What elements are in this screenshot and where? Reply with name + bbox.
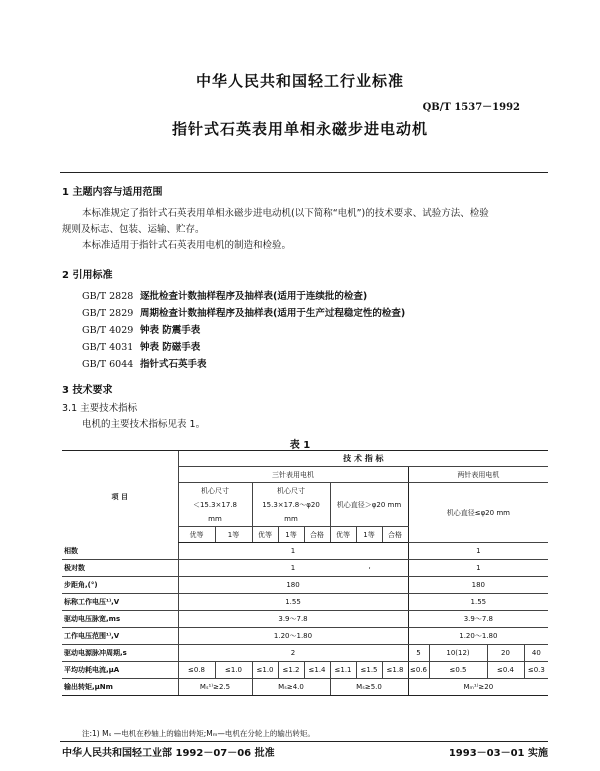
reference-item (82, 305, 405, 319)
section-1-heading: 1 主题内容与适用范围 (62, 187, 163, 198)
two-hand-value: 5 (408, 645, 429, 662)
three-hand-value: 1.55 (178, 594, 408, 611)
reference-item (82, 288, 367, 302)
implementation-date: 1993－03－01 实施 (448, 748, 548, 759)
row-label: 平均功耗电流,μA (62, 662, 178, 679)
reference-code: GB/T 4031 (82, 342, 134, 353)
three-hand-value: 1 (178, 543, 408, 560)
reference-code: GB/T 2828 (82, 291, 134, 302)
table-row (62, 628, 548, 645)
row-label: 驱动电源脉冲周期,s (62, 645, 178, 662)
two-hand-value: 180 (408, 577, 548, 594)
core-size-medium: 机心尺寸 15.3×17.8～φ20 mm (252, 483, 330, 527)
core-size-small: 机心尺寸 ＜15.3×17.8 mm (178, 483, 252, 527)
table-row (62, 662, 548, 679)
grade-cell: 优等 (252, 527, 278, 543)
ministry-title: 中华人民共和国轻工行业标准 (195, 72, 404, 90)
core-diameter-large: 机心直径＞φ20 mm (330, 483, 408, 527)
section-3-1-heading: 3.1 主要技术指标 (62, 403, 138, 414)
reference-item (82, 322, 200, 336)
torque-value: Mₛ≥5.0 (330, 679, 408, 696)
grade-cell: 1等 (215, 527, 252, 543)
table-row (62, 577, 548, 594)
three-hand-value-text: 1 (290, 564, 296, 572)
section-1-para-line-2: 规则及标志、包装、运输、贮存。 (62, 224, 205, 235)
row-label: 步距角,(°) (62, 577, 178, 594)
current-value: ≤1.4 (304, 662, 330, 679)
two-hand-value: 1.55 (408, 594, 548, 611)
table-row (62, 679, 548, 696)
three-hand-value: 3.9～7.8 (178, 611, 408, 628)
table-row (62, 560, 548, 577)
tech-spec-header: 技 术 指 标 (178, 451, 548, 467)
row-label: 工作电压范围¹⁾,V (62, 628, 178, 645)
table-note: 注:1) Mₛ —电机在秒轴上的输出转矩;Mₘ—电机在分轮上的输出转矩。 (82, 729, 315, 738)
torque-value: Mₘ¹⁾≥20 (408, 679, 548, 696)
three-hand-motor-header: 三针表用电机 (178, 467, 408, 483)
section-1-para-2: 本标准适用于指针式石英表用电机的制造和检验。 (82, 240, 292, 251)
reference-code: GB/T 4029 (82, 325, 134, 336)
row-label: 极对数 (62, 560, 178, 577)
table-row (62, 594, 548, 611)
current-value: ≤1.8 (382, 662, 408, 679)
item-header: 项 目 (62, 451, 178, 543)
section-2-heading: 2 引用标准 (62, 270, 113, 281)
two-hand-value: 1.20～1.80 (408, 628, 548, 645)
three-hand-value (178, 560, 408, 577)
grade-cell: 优等 (330, 527, 356, 543)
reference-title: 指针式石英手表 (140, 359, 207, 370)
header-rule (60, 172, 548, 173)
reference-item (82, 339, 200, 353)
three-hand-value: 1.20～1.80 (178, 628, 408, 645)
section-1-para-line-1: 本标准规定了指针式石英表用单相永磁步进电动机(以下简称“电机”)的技术要求、试验方法、检验 (82, 208, 489, 219)
two-hand-value: 3.9～7.8 (408, 611, 548, 628)
grade-cell: 1等 (356, 527, 382, 543)
section-3-heading: 3 技术要求 (62, 385, 113, 396)
three-hand-value: 2 (178, 645, 408, 662)
reference-title: 钟表 防磁手表 (140, 342, 201, 353)
table-caption: 表 1 (289, 440, 311, 451)
torque-value: Mₛ≥4.0 (252, 679, 330, 696)
row-label: 标称工作电压¹⁾,V (62, 594, 178, 611)
current-value: ≤0.4 (487, 662, 524, 679)
reference-item (82, 356, 207, 370)
current-value: ≤0.6 (408, 662, 429, 679)
table-row (62, 543, 548, 560)
grade-cell: 合格 (382, 527, 408, 543)
reference-code: GB/T 2829 (82, 308, 134, 319)
reference-title: 逐批检查计数抽样程序及抽样表(适用于连续批的检查) (140, 291, 368, 302)
stray-mark: , (368, 562, 371, 570)
two-hand-value: 20 (487, 645, 524, 662)
two-hand-value: 1 (408, 560, 548, 577)
grade-cell: 1等 (278, 527, 304, 543)
two-hand-motor-header: 两针表用电机 (408, 467, 548, 483)
row-label: 相数 (62, 543, 178, 560)
current-value: ≤0.3 (524, 662, 548, 679)
current-value: ≤1.5 (356, 662, 382, 679)
document-title: 指针式石英表用单相永磁步进电动机 (171, 120, 428, 138)
current-value: ≤0.8 (178, 662, 215, 679)
approval-date: 中华人民共和国轻工业部 1992－07－06 批准 (62, 748, 275, 759)
grade-cell: 合格 (304, 527, 330, 543)
reference-title: 周期检查计数抽样程序及抽样表(适用于生产过程稳定性的检查) (140, 308, 406, 319)
core-diameter-small: 机心直径≤φ20 mm (408, 483, 548, 543)
two-hand-value: 40 (524, 645, 548, 662)
reference-title: 钟表 防震手表 (140, 325, 201, 336)
two-hand-value: 10(12) (429, 645, 487, 662)
current-value: ≤1.0 (215, 662, 252, 679)
torque-value: Mₛ¹⁾≥2.5 (178, 679, 252, 696)
reference-code: GB/T 6044 (82, 359, 134, 370)
table-row (62, 645, 548, 662)
two-hand-value: 1 (408, 543, 548, 560)
table-row (62, 611, 548, 628)
section-3-1-para: 电机的主要技术指标见表 1。 (82, 419, 206, 430)
current-value: ≤1.2 (278, 662, 304, 679)
three-hand-value: 180 (178, 577, 408, 594)
current-value: ≤1.1 (330, 662, 356, 679)
row-label: 输出转矩,μNm (62, 679, 178, 696)
spec-table (62, 450, 548, 696)
grade-cell: 优等 (178, 527, 215, 543)
current-value: ≤0.5 (429, 662, 487, 679)
standard-number: QB/T 1537－1992 (422, 102, 520, 113)
footer-rule (60, 741, 548, 742)
current-value: ≤1.0 (252, 662, 278, 679)
row-label: 驱动电压脉宽,ms (62, 611, 178, 628)
